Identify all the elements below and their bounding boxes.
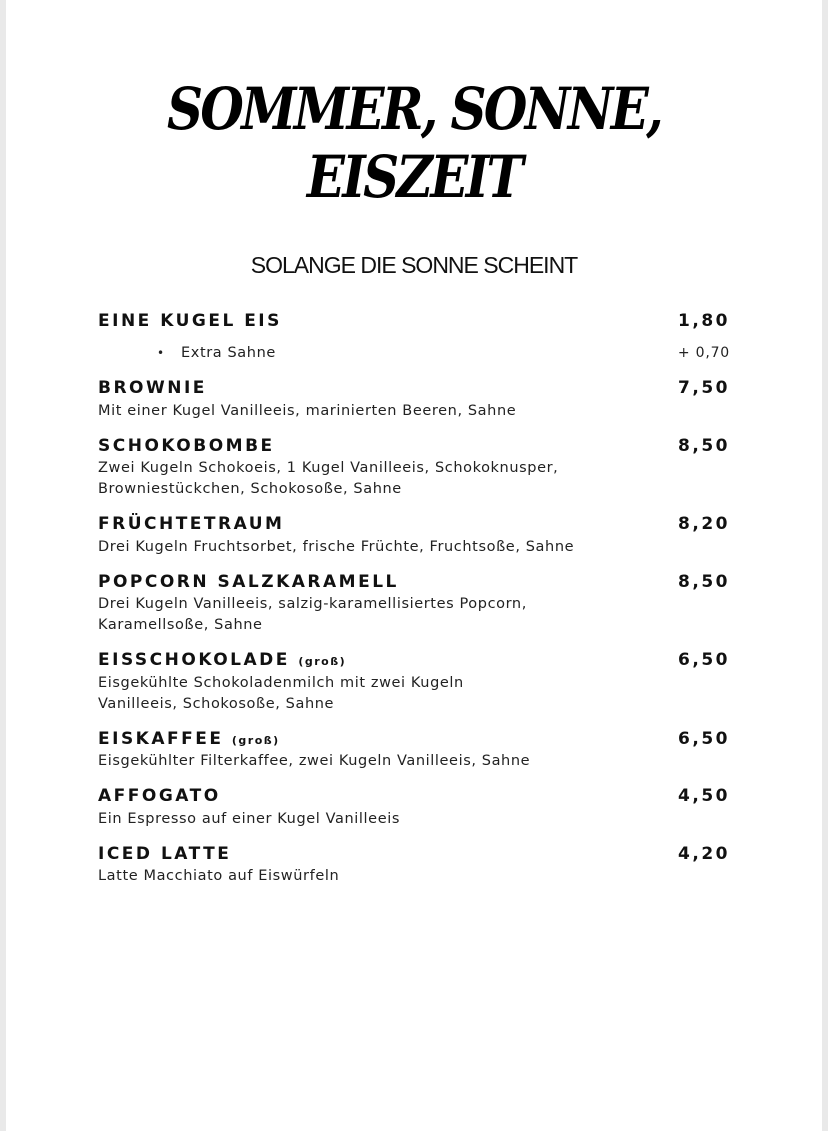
menu-item-name: POPCORN SALZKARAMELL <box>98 572 399 592</box>
menu-page <box>6 0 822 1131</box>
menu-item-name <box>98 650 346 670</box>
menu-item-size: (groß) <box>298 655 347 668</box>
menu-item-description <box>98 809 658 830</box>
menu-item-price: 6,50 <box>678 729 730 749</box>
bullet-icon: • <box>157 346 165 360</box>
description-line: Zwei Kugeln Schokoeis, 1 Kugel Vanilleeis, Schokoknusper, <box>98 460 559 476</box>
menu-item-description <box>98 594 658 636</box>
menu-item-price: 8,50 <box>678 436 730 456</box>
description-line: Vanilleeis, Schokosoße, Sahne <box>98 696 335 712</box>
menu-item-price: 8,20 <box>678 514 730 534</box>
menu-item-name: FRÜCHTETRAUM <box>98 514 285 534</box>
menu-item-description <box>98 866 658 887</box>
description-line: Drei Kugeln Vanilleeis, salzig-karamellisiertes Popcorn, <box>98 596 527 612</box>
menu-item-description <box>98 401 658 422</box>
menu-item-description <box>98 751 658 772</box>
menu-item-description <box>98 458 658 500</box>
menu-item-name: BROWNIE <box>98 378 207 398</box>
description-line: Eisgekühlte Schokoladenmilch mit zwei Kugeln <box>98 675 464 691</box>
menu-item-price: 4,20 <box>678 844 730 864</box>
description-line: Eisgekühlter Filterkaffee, zwei Kugeln Vanilleeis, Sahne <box>98 753 531 769</box>
page-subtitle: SOLANGE DIE SONNE SCHEINT <box>250 252 578 278</box>
page-title-line-1: SOMMER, SONNE, <box>166 75 662 143</box>
menu-item-name <box>98 729 280 749</box>
menu-item-price: 6,50 <box>678 650 730 670</box>
description-line: Browniestückchen, Schokosoße, Sahne <box>98 481 402 497</box>
description-line: Mit einer Kugel Vanilleeis, marinierten Beeren, Sahne <box>98 403 517 419</box>
menu-item-price: 4,50 <box>678 786 730 806</box>
menu-item-name-text: EISSCHOKOLADE <box>98 650 290 670</box>
menu-item-size: (groß) <box>231 734 280 747</box>
menu-item-name-text: EISKAFFEE <box>98 729 224 749</box>
menu-item-name: SCHOKOBOMBE <box>98 436 275 456</box>
menu-item-price: 1,80 <box>678 311 730 331</box>
menu-item-price: 8,50 <box>678 572 730 592</box>
menu-item-extra-label: Extra Sahne <box>181 345 276 361</box>
description-line: Karamellsoße, Sahne <box>98 617 263 633</box>
description-line: Latte Macchiato auf Eiswürfeln <box>98 868 340 884</box>
menu-item-name: AFFOGATO <box>98 786 221 806</box>
page-title-line-2: EISZEIT <box>306 143 522 211</box>
menu-item-name: EINE KUGEL EIS <box>98 311 282 331</box>
menu-item-extra-price: + 0,70 <box>677 345 730 361</box>
menu-item-name: ICED LATTE <box>98 844 232 864</box>
menu-item-description <box>98 673 658 715</box>
description-line: Ein Espresso auf einer Kugel Vanilleeis <box>98 811 401 827</box>
description-line: Drei Kugeln Fruchtsorbet, frische Früchte, Fruchtsoße, Sahne <box>98 539 575 555</box>
menu-item-price: 7,50 <box>678 378 730 398</box>
menu-item-description <box>98 537 658 558</box>
